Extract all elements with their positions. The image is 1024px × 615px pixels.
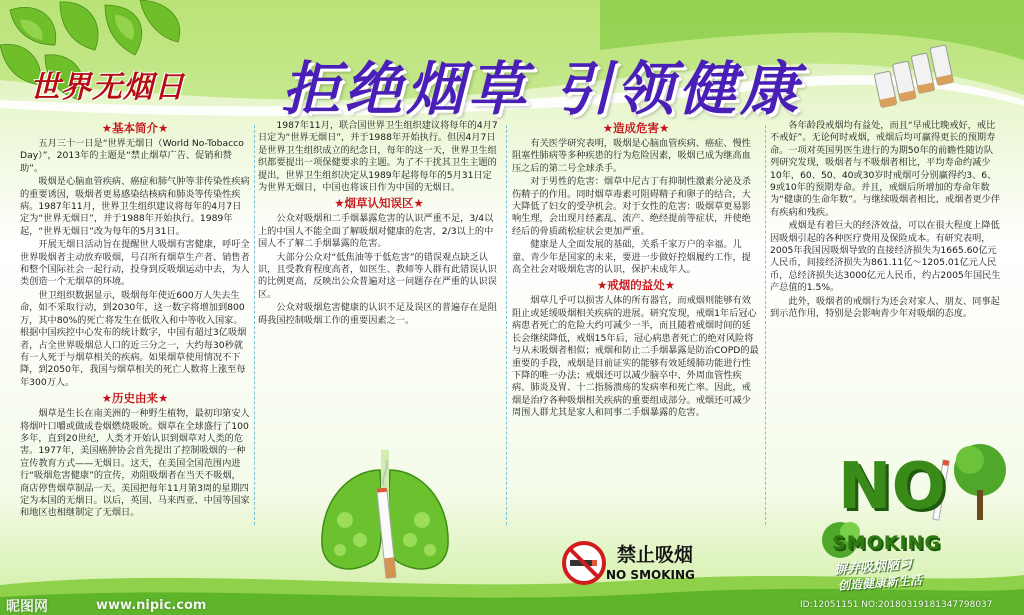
paragraph: 世卫组织数据显示，吸烟每年使近600万人失去生命，如不采取行动，到2030年，这一数字将增加到800万，其中80%的死亡将发生在低收入和中等收入国家。根据中国疾控中心发布的统计数字，中国有超过3亿吸烟者，占全世界吸烟总人口的近三分之一，大约每30秒就有一人死于与烟草相关的疾病。如果烟草使用情况不下降，到2050年，我国与烟草相关的死亡人数将上涨至每年300万人。 — [20, 289, 247, 388]
paragraph: 公众对吸烟和二手烟暴露危害的认识严重不足，3/4以上的中国人不能全面了解吸烟对健康的危害，2/3以上的中国人不了解二手烟暴露的危害。 — [258, 213, 494, 250]
paragraph: 戒烟是有着巨大的经济效益，可以在很大程度上降低因吸烟引起的各种医疗费用及保险成本。有研究表明，2005年我国因吸烟导致的直接经济损失为1665.60亿元人民币，间接经济损失为861.11亿～1205.01亿元人民币，总经济损失达3000亿元人民币，约占2005年国民生产总值的1.5%。 — [770, 220, 1001, 294]
column-divider — [254, 125, 255, 525]
column-1 — [20, 120, 250, 565]
no-smoking-label-en: NO SMOKING — [606, 568, 695, 582]
no-art-text: NO — [838, 450, 946, 524]
column-2 — [258, 120, 500, 450]
paragraph: 1987年11月，联合国世界卫生组织建议将每年的4月7日定为“世界无烟日”，并于1988年开始执行。但因4月7日是世界卫生组织成立的纪念日，每年的这一天，世界卫生组织都要提出一项保健要求的主题。为了不干扰其卫生主题的提出，世界卫生组织决定从1989年起将每年的5月31日定为世界无烟日，中国也将该日作为中国的无烟日。 — [258, 120, 498, 194]
stop-cigarettes-graphic — [872, 44, 958, 114]
main-title: 拒绝烟草 引领健康 — [282, 55, 803, 123]
paragraph: 开展无烟日活动旨在提醒世人吸烟有害健康，呼吁全世界吸烟者主动放弃吸烟，号召所有烟草生产者、销售者和整个国际社会一起行动，投身到反吸烟运动中去，为人类创造一个无烟草的环境。 — [20, 239, 250, 288]
paragraph: 公众对吸烟危害健康的认识不足及误区的普遍存在是阻碍我国控制吸烟工作的重要因素之一。 — [258, 302, 497, 326]
section-heading-benefits: ★戒烟的益处★ — [596, 278, 676, 293]
sub-title: 世界无烟日 — [30, 70, 185, 105]
slogan-line-2: 创造健康新生活 — [837, 573, 923, 593]
paragraph: 吸烟是心脑血管疾病、癌症和肺气肿等非传染性疾病的重要诱因，吸烟者更易感染结核病和肺炎等传染性疾病。1987年11月，世界卫生组织建议将每年的4月7日定为“世界无烟日”，并于1988年开始执行。1989年起，“世界无烟日”改为每年的5月31日。 — [20, 176, 250, 237]
column-divider — [765, 125, 766, 525]
watermark-url: www.nipic.com — [96, 598, 207, 613]
column-4 — [770, 120, 1002, 380]
watermark-id: ID:12051151 NO:20180319181347798037 — [800, 600, 993, 610]
column-3 — [512, 120, 760, 530]
slogan-line-1: 摒弃吸烟陋习 — [833, 557, 913, 578]
paragraph: 有关医学研究表明，吸烟是心脑血管疾病、癌症、慢性阻塞性肺病等多种疾患的行为危险因素，吸烟已成为继高血压之后的第二号全球杀手。 — [512, 138, 751, 174]
section-heading-misconceptions: ★烟草认知误区★ — [334, 196, 424, 211]
paragraph: 烟草几乎可以损害人体的所有器官，而戒烟则能够有效阻止或延缓吸烟相关疾病的进展。研究发现，戒烟1年后冠心病患者死亡的危险大约可减少一半，而且随着戒烟时间的延长会继续降低，戒烟15年后，冠心病患者死亡的绝对风险将与从未吸烟者相似；戒烟和防止二手烟暴露是防治COPD的最重要的手段，戒烟是目前证实的能够有效延缓肺功能进行性下降的唯一办法；戒烟还可以减少脑卒中、外周血管性疾病、肺炎及胃、十二指肠溃疡的发病率和死亡率。因此，戒烟是治疗各种吸烟相关疾病的重要组成部分。戒烟还可减少周围人群尤其是家人和同事二手烟暴露的危害。 — [512, 295, 759, 419]
paragraph: 对于男性的危害：烟草中尼古丁有抑制性激素分泌及杀伤精子的作用。同时烟草毒素可阻碍精子和卵子的结合，大大降低了妇女的受孕机会。对于女性的危害：吸烟草更易影响生理，会出现月经紊乱、流产、绝经提前等症状，并使绝经后的骨质疏松症状会更加严重。 — [512, 176, 751, 237]
paragraph: 五月三十一日是“世界无烟日（World No-Tobacco Day）”，2013年的主题是“禁止烟草广告、促销和赞助”。 — [20, 138, 244, 174]
section-heading-history: ★历史由来★ — [101, 391, 169, 406]
watermark-site: 昵图网 — [6, 599, 48, 615]
section-heading-basic-intro: ★基本简介★ — [101, 121, 169, 135]
paragraph: 此外，吸烟者的戒烟行为还会对家人、朋友、同事起到示范作用，特别是会影响青少年对吸烟的态度。 — [770, 295, 1000, 320]
smoking-art-text: SMOKING — [832, 532, 942, 554]
paragraph: 健康是人全面发展的基础，关系千家万户的幸福。儿童、青少年是国家的未来，要进一步做好控烟履约工作，提高全社会对吸烟危害的认识，保护未成年人。 — [512, 239, 751, 276]
paragraph: 大部分公众对“低焦油等于低危害”的错误观点缺乏认识，且受教育程度高者，如医生、教师等人群有此错误认识的比例更高，反映出公众普遍对这一问题存在严重的认识误区。 — [258, 251, 497, 300]
paragraph: 烟草是生长在南美洲的一种野生植物，最初印第安人将烟叶口嚼或做成卷烟燃烧吸吮。烟草在全球盛行了100多年，直到20世纪，人类才开始认识到烟草对人类的危害。1977年，美国癌肿协会首先提出了控制吸烟的一种宣传教育方式——无烟日。这天，在美国全国范围内进行“吸烟危害健康”的宣传，劝阻吸烟者在当天不吸烟，商店停售烟草制品一天。美国把每年11月第3周的星期四定为本国的无烟日。以后，英国、马来西亚、中国等国家和地区也相继制定了无烟日。 — [20, 408, 250, 519]
column-divider — [506, 125, 507, 525]
green-lung-cigarette-graphic — [310, 450, 460, 580]
section-heading-harm: ★造成危害★ — [602, 121, 670, 135]
paragraph: 各年龄段戒烟均有益处，而且“早戒比晚戒好，戒比不戒好”。无论何时戒烟，戒烟后均可赢得更长的预期寿命。一项对英国男医生进行的为期50年的前瞻性随访队列研究发现，吸烟者与不吸烟者相比，平均寿命约减少10年，60、50、40或30岁时戒烟可分别赢得约3、6、9或10年的预期寿命。并且，戒烟后所增加的寿命年数为“健康的生命年数”。与继续吸烟者相比，戒烟者更少伴有疾病和残疾。 — [770, 120, 1001, 218]
no-smoking-label-cn: 禁止吸烟 — [617, 544, 694, 566]
